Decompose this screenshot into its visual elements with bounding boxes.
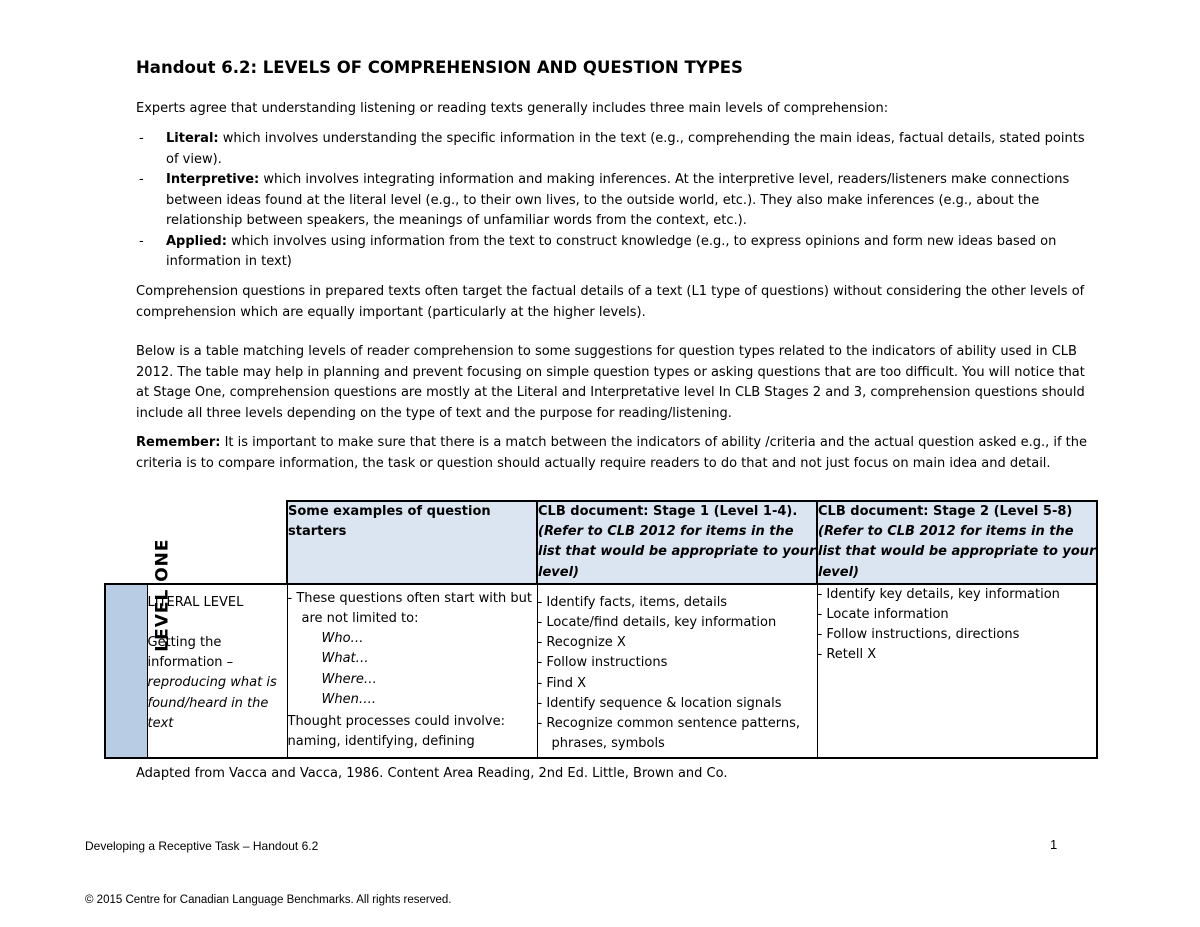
copyright-notice: © 2015 Centre for Canadian Language Benchmarks. All rights reserved.: [85, 894, 452, 906]
list-item: - Identify key details, key information: [817, 586, 1060, 602]
list-item: - Recognize common sentence patterns, phrases, symbols: [537, 716, 800, 752]
term-literal: Literal:: [166, 131, 219, 146]
header-stage-1: [537, 501, 817, 584]
remember-text: It is important to make sure that there is a match between the indicators of ability /criteria and the actual question asked e.g., if the criteria is to compare information, the task or question should actually require readers to do that and not just focus on main idea and detail.: [136, 435, 1088, 471]
comprehension-levels-list: [136, 129, 1096, 273]
list-item: - Identify facts, items, details: [537, 594, 728, 610]
source-citation: Adapted from Vacca and Vacca, 1986. Content Area Reading, 2nd Ed. Little, Brown and Co.: [136, 766, 728, 781]
header-label: CLB document: Stage 2 (Level 5-8): [818, 504, 1073, 519]
starter-what: What…: [321, 651, 369, 667]
table-intro-paragraph: Below is a table matching levels of reader comprehension to some suggestions for question types related to the indicators of ability used in CLB 2012. The table may help in planning and prevent focusing on simple question types or asking questions that are too difficult. You will notice that at Stage One, comprehension questions are mostly at the Literal and Interpretative level In CLB Stages 2 and 3, comprehension questions should include all three levels depending on the type of text and the purpose for reading/listening.: [136, 344, 1085, 421]
question-starters-cell: [287, 584, 537, 758]
list-item: - Follow instructions, directions: [817, 627, 1020, 643]
definition-literal: which involves understanding the specific information in the text (e.g., comprehending the main ideas, factual details, stated points of view).: [166, 131, 1085, 167]
header-stage-2: [817, 501, 1097, 584]
list-item: - Identify sequence & location signals: [537, 695, 782, 711]
table-header-row: [105, 501, 1097, 584]
level-one-label: LEVEL ONE: [152, 538, 173, 652]
literal-desc-plain: Getting the information –: [147, 635, 234, 671]
starter-when: When….: [321, 691, 376, 707]
definition-applied: which involves using information from the text to construct knowledge (e.g., to express opinions and form new ideas based on information in text): [166, 233, 1057, 269]
page-number: 1: [1050, 837, 1058, 852]
question-types-table: [104, 500, 1098, 759]
comprehension-questions-paragraph: Comprehension questions in prepared texts often target the factual details of a text (L1 type of questions) without considering the other levels of comprehension which are equally important (particularly at the higher levels).: [136, 284, 1085, 320]
list-dash: -: [139, 233, 144, 249]
header-label: CLB document: Stage 1 (Level 1-4).: [538, 504, 798, 519]
table-row-level-one: [105, 584, 1097, 758]
header-note: (Refer to CLB 2012 for items in the list that would be appropriate to your level): [818, 524, 1096, 580]
list-dash: -: [139, 131, 144, 146]
list-item: - Retell X: [817, 647, 877, 663]
starter-where: Where…: [321, 671, 377, 687]
list-item: - Recognize X: [537, 635, 626, 651]
remember-label: Remember:: [136, 435, 221, 450]
document-title: Handout 6.2: LEVELS OF COMPREHENSION AND QUESTION TYPES: [136, 58, 743, 77]
literal-level-title: LITERAL LEVEL: [147, 594, 244, 610]
definition-interpretive: which involves integrating information and making inferences. At the interpretive level, readers/listeners make connections between ideas found at the literal level (e.g., to their own lives, to the outside world, etc.). They also make inferences (e.g., about the relationship between speakers, the meanings of unfamiliar words from the context, etc.).: [166, 172, 1070, 228]
remember-paragraph: [136, 433, 1096, 474]
starters-lead: - These questions often start with but are not limited to:: [287, 590, 532, 627]
list-dash: -: [139, 172, 144, 187]
intro-paragraph: Experts agree that understanding listening or reading texts generally includes three main levels of comprehension:: [136, 101, 889, 116]
stage-2-cell: [817, 584, 1097, 758]
literal-desc-italic: reproducing what is found/heard in the text: [147, 675, 277, 731]
list-item-literal: [136, 129, 1096, 170]
header-blank-cell: [105, 501, 287, 584]
header-question-starters: [287, 501, 537, 584]
thought-processes: Thought processes could involve: naming, identifying, defining: [287, 714, 505, 750]
header-note: (Refer to CLB 2012 for items in the list that would be appropriate to your level): [538, 524, 816, 580]
term-applied: Applied:: [166, 233, 227, 249]
list-item-interpretive: [136, 170, 1096, 232]
term-interpretive: Interpretive:: [166, 172, 260, 187]
list-item: - Follow instructions: [537, 655, 668, 671]
list-item-applied: [136, 232, 1096, 273]
stage-1-cell: [537, 584, 817, 758]
header-label: Some examples of question starters: [288, 504, 491, 540]
starter-who: Who…: [321, 631, 364, 647]
list-item: - Find X: [537, 675, 586, 691]
footer-title: Developing a Receptive Task – Handout 6.2: [85, 839, 319, 853]
list-item: - Locate information: [817, 607, 949, 623]
level-one-cell: [105, 538, 173, 758]
list-item: - Locate/find details, key information: [537, 615, 777, 631]
